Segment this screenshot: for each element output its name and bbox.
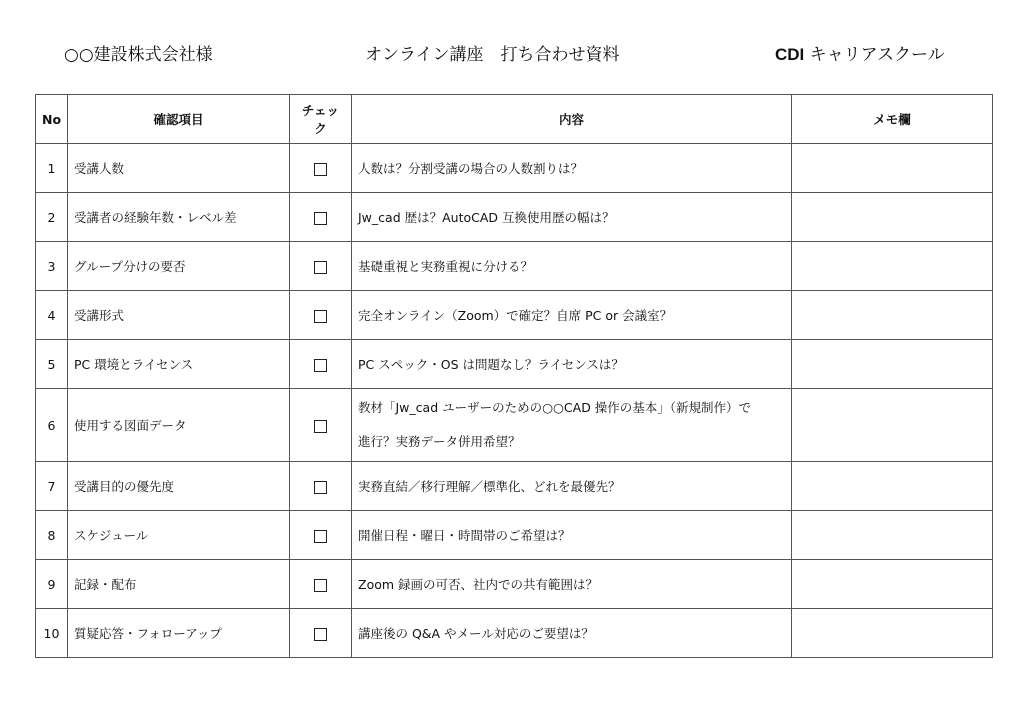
checkbox[interactable] (314, 628, 327, 641)
row-item: 記録・配布 (68, 560, 290, 609)
table-row (36, 242, 993, 291)
checkbox[interactable] (314, 579, 327, 592)
row-item: 受講者の経験年数・レベル差 (68, 193, 290, 242)
table-row (36, 560, 993, 609)
company-brand: CDI (775, 45, 805, 64)
table-row (36, 193, 993, 242)
row-check-cell (290, 291, 352, 340)
row-item: スケジュール (68, 511, 290, 560)
row-number: 4 (36, 291, 68, 340)
row-memo[interactable] (792, 193, 993, 242)
document-title: オンライン講座 打ち合わせ資料 (365, 45, 620, 65)
table-row (36, 144, 993, 193)
table-row (36, 340, 993, 389)
checkbox[interactable] (314, 359, 327, 372)
table-row (36, 291, 993, 340)
checkbox[interactable] (314, 163, 327, 176)
document-header (0, 40, 1024, 70)
checkbox[interactable] (314, 212, 327, 225)
row-content: 基礎重視と実務重視に分ける？ (352, 242, 792, 291)
table-header-row (36, 95, 993, 144)
row-content: Jw_cad 歴は？AutoCAD 互換使用歴の幅は？ (352, 193, 792, 242)
row-content-line: 進行？実務データ併用希望？ (358, 434, 521, 449)
row-number: 1 (36, 144, 68, 193)
row-item: グループ分けの要否 (68, 242, 290, 291)
row-memo[interactable] (792, 242, 993, 291)
checkbox[interactable] (314, 530, 327, 543)
table-row (36, 462, 993, 511)
row-number: 5 (36, 340, 68, 389)
row-number: 3 (36, 242, 68, 291)
column-header-check: チェック (290, 95, 352, 144)
column-header-content: 内容 (352, 95, 792, 144)
row-item: 受講人数 (68, 144, 290, 193)
row-number: 7 (36, 462, 68, 511)
row-content (352, 389, 792, 462)
table-row (36, 511, 993, 560)
row-check-cell (290, 242, 352, 291)
row-number: 9 (36, 560, 68, 609)
company-name (775, 40, 945, 65)
checkbox[interactable] (314, 420, 327, 433)
row-memo[interactable] (792, 511, 993, 560)
row-memo[interactable] (792, 291, 993, 340)
row-item: 受講目的の優先度 (68, 462, 290, 511)
row-number: 8 (36, 511, 68, 560)
row-check-cell (290, 609, 352, 658)
table-row (36, 609, 993, 658)
row-number: 6 (36, 389, 68, 462)
row-content: 完全オンライン（Zoom）で確定？自席 PC or 会議室？ (352, 291, 792, 340)
row-memo[interactable] (792, 560, 993, 609)
checkbox[interactable] (314, 261, 327, 274)
column-header-no: No (36, 95, 68, 144)
row-memo[interactable] (792, 144, 993, 193)
row-memo[interactable] (792, 340, 993, 389)
row-content-line: 教材「Jw_cad ユーザーのための○○CAD 操作の基本」（新規制作）で (358, 400, 752, 415)
row-check-cell (290, 560, 352, 609)
row-number: 10 (36, 609, 68, 658)
row-check-cell (290, 462, 352, 511)
row-memo[interactable] (792, 462, 993, 511)
row-content: PC スペック・OS は問題なし？ライセンスは？ (352, 340, 792, 389)
row-content: 講座後の Q&A やメール対応のご要望は？ (352, 609, 792, 658)
row-item: PC 環境とライセンス (68, 340, 290, 389)
row-item: 使用する図面データ (68, 389, 290, 462)
row-memo[interactable] (792, 389, 993, 462)
row-content: 実務直結／移行理解／標準化、どれを最優先？ (352, 462, 792, 511)
column-header-item: 確認項目 (68, 95, 290, 144)
row-check-cell (290, 340, 352, 389)
row-check-cell (290, 511, 352, 560)
checkbox[interactable] (314, 310, 327, 323)
row-item: 質疑応答・フォローアップ (68, 609, 290, 658)
column-header-memo: メモ欄 (792, 95, 993, 144)
row-item: 受講形式 (68, 291, 290, 340)
row-check-cell (290, 389, 352, 462)
row-check-cell (290, 144, 352, 193)
row-content: Zoom 録画の可否、社内での共有範囲は？ (352, 560, 792, 609)
row-content: 人数は？分割受講の場合の人数割りは？ (352, 144, 792, 193)
row-number: 2 (36, 193, 68, 242)
checklist-table (35, 94, 993, 658)
row-check-cell (290, 193, 352, 242)
row-content: 開催日程・曜日・時間帯のご希望は？ (352, 511, 792, 560)
table-row (36, 389, 993, 462)
row-memo[interactable] (792, 609, 993, 658)
client-name: ○○建設株式会社様 (64, 45, 213, 65)
company-suffix: キャリアスクール (804, 45, 945, 65)
checkbox[interactable] (314, 481, 327, 494)
